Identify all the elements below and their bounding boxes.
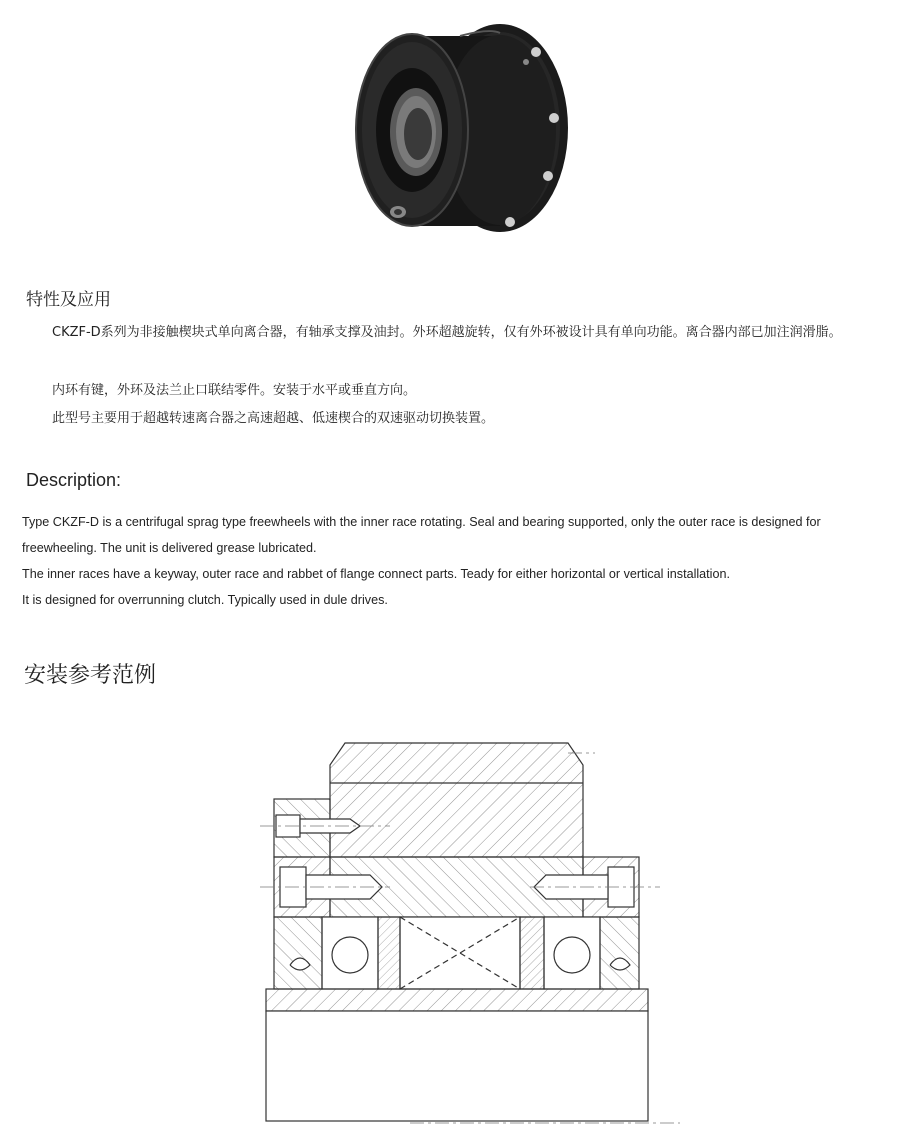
installation-title: 安装参考范例 [24, 663, 157, 688]
description-paragraph-1: Type CKZF-D is a centrifugal sprag type freewheels with the inner race rotating. Seal and bearing supported, only the outer race is designed for freewheeling. The unit is delivered grease lubricated. [22, 515, 821, 555]
product-photo [340, 8, 580, 248]
description-paragraph-2: The inner races have a keyway, outer race and rabbet of flange connect parts. Teady for either horizontal or vertical installation. [22, 567, 730, 581]
description-title: Description: [26, 470, 122, 490]
features-title: 特性及应用 [26, 290, 111, 310]
features-paragraph-3: 此型号主要用于超越转速离合器之高速超越、低速楔合的双速驱动切换装置。 [52, 411, 495, 426]
features-paragraph-2: 内环有键，外环及法兰止口联结零件。安装于水平或垂直方向。 [52, 383, 417, 398]
description-paragraph-3: It is designed for overrunning clutch. Typically used in dule drives. [22, 593, 388, 607]
installation-drawing [250, 735, 690, 1135]
features-paragraph-1: CKZF-D系列为非接触楔块式单向离合器，有轴承支撑及油封。外环超越旋转，仅有外环被设计具有单向功能。离合器内部已加注润滑脂。 [52, 325, 842, 340]
